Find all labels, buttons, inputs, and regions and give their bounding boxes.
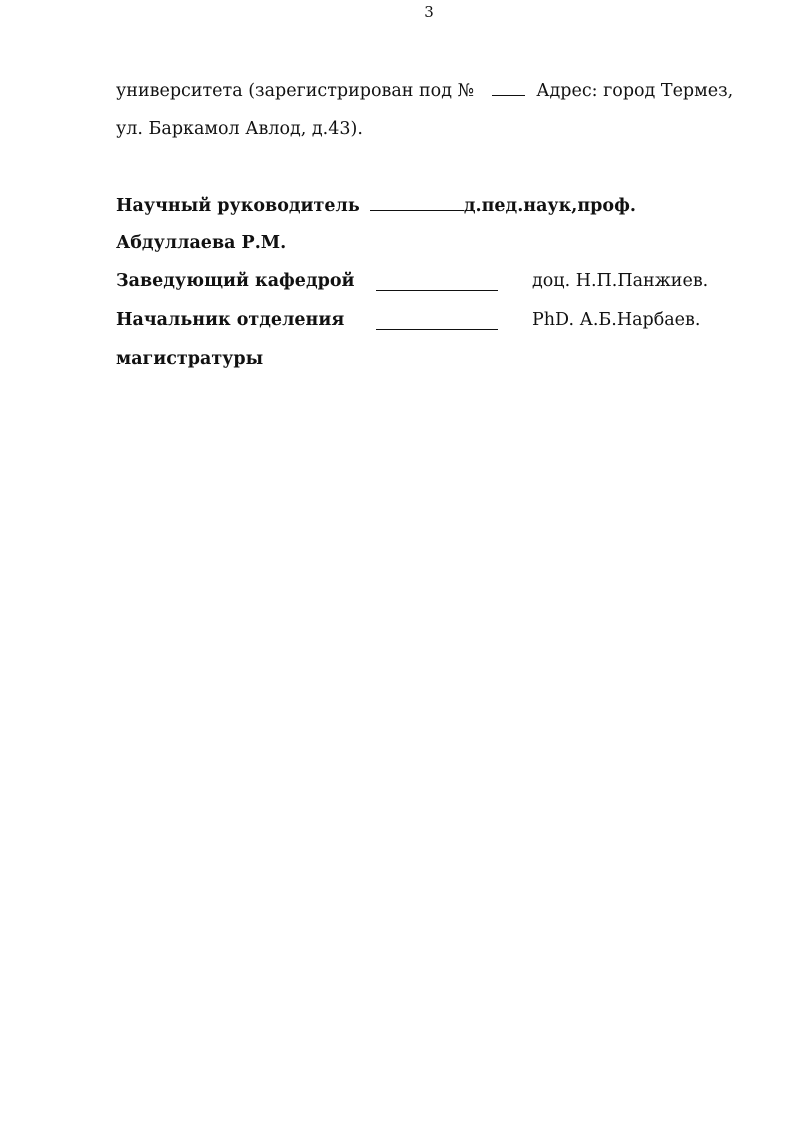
supervisor-label: Научный руководитель xyxy=(116,196,360,216)
chief-signature-blank xyxy=(376,313,498,330)
supervisor-signature-blank xyxy=(370,194,464,211)
page-number: 3 xyxy=(424,3,434,21)
supervisor-line xyxy=(116,194,636,217)
chief-label: Начальник отделения xyxy=(116,310,345,330)
paragraph-line-1 xyxy=(116,79,733,102)
registration-number-blank xyxy=(492,79,525,96)
head-name: доц. Н.П.Панжиев. xyxy=(532,271,709,291)
chief-name: PhD. А.Б.Нарбаев. xyxy=(532,310,701,330)
supervisor-title: д.пед.наук,проф. xyxy=(463,196,636,216)
supervisor-name: Абдуллаева Р.М. xyxy=(116,233,287,253)
paragraph-line-2: ул. Баркамол Авлод, д.43). xyxy=(116,119,363,139)
address-text: Адрес: город Термез, xyxy=(536,81,734,101)
head-signature-blank xyxy=(376,274,498,291)
registration-text: университета (зарегистрирован под № xyxy=(116,81,475,101)
chief-label-continued: магистратуры xyxy=(116,349,264,369)
head-label: Заведующий кафедрой xyxy=(116,271,355,291)
